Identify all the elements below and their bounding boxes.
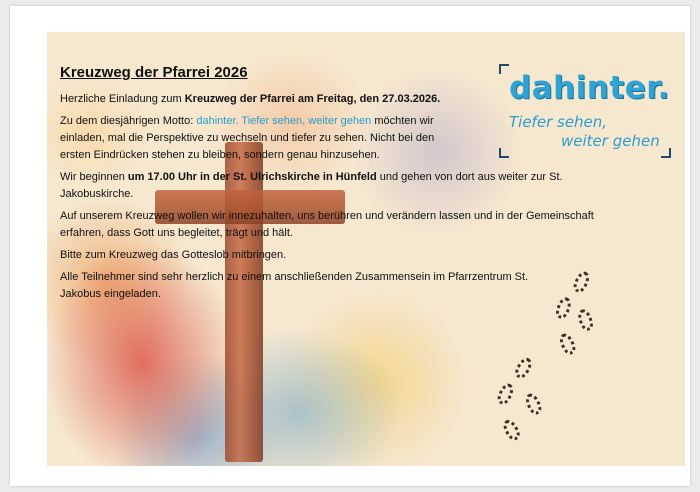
start-location: um 17.00 Uhr in der St. Ulrichskirche in Hünfeld: [127, 171, 377, 183]
invitation-date: Kreuzweg der Pfarrei am Freitag, den 27.03.2026.: [184, 93, 441, 105]
start-paragraph: [60, 169, 580, 203]
motto-suffix: möchten wir einladen, mal die Perspektive zu wechseln und tiefer zu sehen. Nicht bei den ersten Eindrücken stehen zu bleiben, sondern genau hinzusehen.: [60, 115, 435, 161]
flyer: [47, 32, 685, 466]
footprint: [512, 355, 534, 381]
start-suffix: und gehen von dort aus weiter zur St. Jakobuskirche.: [60, 171, 563, 200]
start-prefix: Wir beginnen: [60, 171, 128, 183]
logo-corner-bottom-right: [661, 148, 671, 158]
footprint: [557, 331, 578, 356]
footprint: [576, 307, 596, 332]
footprint: [495, 381, 516, 406]
footprint: [523, 391, 544, 416]
footprints-icon: [457, 267, 657, 457]
footprint: [500, 417, 522, 443]
logo-word: dahinter.: [509, 70, 670, 106]
motto-prefix: Zu dem diesjährigen Motto:: [60, 115, 197, 127]
logo-subline-1: Tiefer sehen,: [509, 113, 608, 131]
invitation-paragraph: [60, 91, 640, 108]
purpose-paragraph: Auf unserem Kreuzweg wollen wir innezuhalten, uns berühren und verändern lassen und in der Gemeinschaft erfahren, dass Gott uns begleitet, trägt und hält.: [60, 210, 594, 239]
gathering-paragraph: Alle Teilnehmer sind sehr herzlich zu einem anschließenden Zusammensein im Pfarrzentrum St. Jakobus eingeladen.: [60, 271, 529, 300]
gotteslob-paragraph: Bitte zum Kreuzweg das Gotteslob mitbringen.: [60, 249, 287, 261]
footprint: [571, 269, 592, 294]
footprint: [554, 295, 574, 320]
motto-paragraph: [60, 113, 460, 164]
invitation-prefix: Herzliche Einladung zum: [60, 93, 185, 105]
document-page: [10, 6, 690, 486]
motto-text: dahinter. Tiefer sehen, weiter gehen: [196, 115, 372, 127]
logo-subline-2: weiter gehen: [561, 132, 660, 150]
flyer-title: Kreuzweg der Pfarrei 2026: [60, 64, 248, 81]
